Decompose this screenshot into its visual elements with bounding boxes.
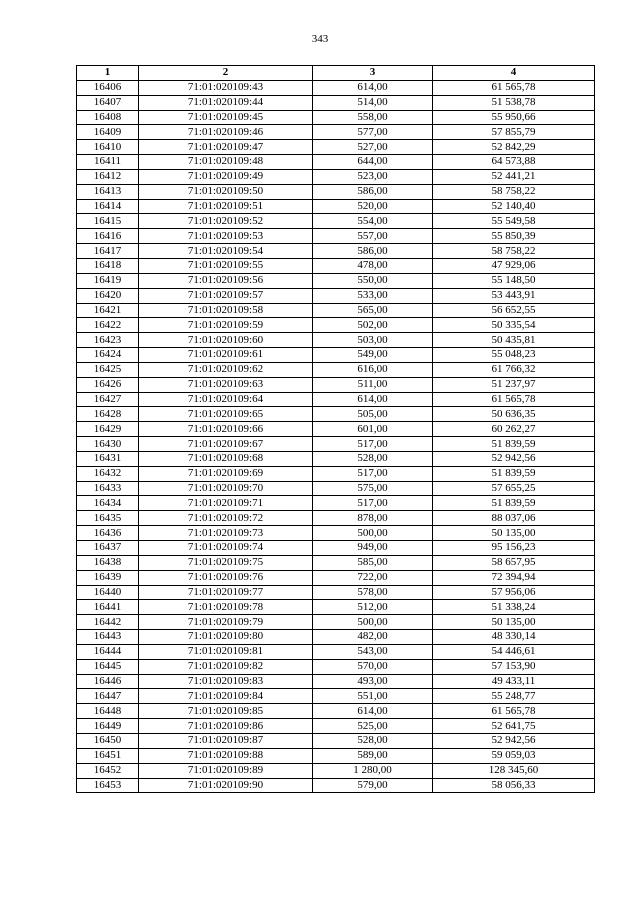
area-cell: 520,00	[313, 199, 433, 214]
row-number-cell: 16432	[77, 466, 139, 481]
cadastral-number-cell: 71:01:020109:79	[139, 615, 313, 630]
row-number-cell: 16422	[77, 318, 139, 333]
row-number-cell: 16408	[77, 110, 139, 125]
area-cell: 557,00	[313, 229, 433, 244]
value-cell: 51 338,24	[433, 600, 595, 615]
value-cell: 61 565,78	[433, 392, 595, 407]
area-cell: 949,00	[313, 541, 433, 556]
value-cell: 57 655,25	[433, 481, 595, 496]
row-number-cell: 16449	[77, 719, 139, 734]
row-number-cell: 16415	[77, 214, 139, 229]
area-cell: 551,00	[313, 689, 433, 704]
area-cell: 1 280,00	[313, 763, 433, 778]
cadastral-number-cell: 71:01:020109:62	[139, 362, 313, 377]
row-number-cell: 16450	[77, 733, 139, 748]
value-cell: 52 441,21	[433, 169, 595, 184]
cadastral-number-cell: 71:01:020109:71	[139, 496, 313, 511]
table-row	[77, 140, 595, 155]
table-row	[77, 392, 595, 407]
value-cell: 55 549,58	[433, 214, 595, 229]
value-cell: 64 573,88	[433, 155, 595, 170]
area-cell: 478,00	[313, 258, 433, 273]
table-row	[77, 496, 595, 511]
value-cell: 58 758,22	[433, 244, 595, 259]
value-cell: 55 950,66	[433, 110, 595, 125]
row-number-cell: 16436	[77, 526, 139, 541]
area-cell: 558,00	[313, 110, 433, 125]
area-cell: 550,00	[313, 273, 433, 288]
area-cell: 500,00	[313, 615, 433, 630]
table-row	[77, 733, 595, 748]
cadastral-number-cell: 71:01:020109:65	[139, 407, 313, 422]
area-cell: 525,00	[313, 719, 433, 734]
cadastral-number-cell: 71:01:020109:84	[139, 689, 313, 704]
cadastral-number-cell: 71:01:020109:90	[139, 778, 313, 793]
area-cell: 517,00	[313, 466, 433, 481]
value-cell: 61 565,78	[433, 704, 595, 719]
table-row	[77, 362, 595, 377]
value-cell: 128 345,60	[433, 763, 595, 778]
cadastral-number-cell: 71:01:020109:72	[139, 511, 313, 526]
table-row	[77, 80, 595, 95]
area-cell: 578,00	[313, 585, 433, 600]
area-cell: 533,00	[313, 288, 433, 303]
cadastral-number-cell: 71:01:020109:48	[139, 155, 313, 170]
area-cell: 570,00	[313, 659, 433, 674]
cadastral-number-cell: 71:01:020109:69	[139, 466, 313, 481]
table-row	[77, 555, 595, 570]
table-row	[77, 704, 595, 719]
value-cell: 55 850,39	[433, 229, 595, 244]
cadastral-number-cell: 71:01:020109:64	[139, 392, 313, 407]
value-cell: 51 839,59	[433, 496, 595, 511]
row-number-cell: 16428	[77, 407, 139, 422]
cadastral-number-cell: 71:01:020109:82	[139, 659, 313, 674]
table-row	[77, 585, 595, 600]
row-number-cell: 16411	[77, 155, 139, 170]
value-cell: 59 059,03	[433, 748, 595, 763]
cadastral-number-cell: 71:01:020109:52	[139, 214, 313, 229]
area-cell: 517,00	[313, 496, 433, 511]
value-cell: 54 446,61	[433, 644, 595, 659]
value-cell: 55 048,23	[433, 348, 595, 363]
area-cell: 579,00	[313, 778, 433, 793]
value-cell: 51 839,59	[433, 466, 595, 481]
area-cell: 511,00	[313, 377, 433, 392]
cadastral-number-cell: 71:01:020109:68	[139, 451, 313, 466]
value-cell: 57 956,06	[433, 585, 595, 600]
table-row	[77, 511, 595, 526]
cadastral-number-cell: 71:01:020109:73	[139, 526, 313, 541]
area-cell: 601,00	[313, 422, 433, 437]
row-number-cell: 16444	[77, 644, 139, 659]
row-number-cell: 16407	[77, 95, 139, 110]
row-number-cell: 16440	[77, 585, 139, 600]
cadastral-number-cell: 71:01:020109:89	[139, 763, 313, 778]
area-cell: 528,00	[313, 733, 433, 748]
table-row	[77, 689, 595, 704]
row-number-cell: 16418	[77, 258, 139, 273]
cadastral-number-cell: 71:01:020109:60	[139, 333, 313, 348]
value-cell: 88 037,06	[433, 511, 595, 526]
table-row	[77, 214, 595, 229]
page-number: 343	[311, 33, 329, 45]
area-cell: 586,00	[313, 184, 433, 199]
table-row	[77, 451, 595, 466]
table-row	[77, 95, 595, 110]
table-row	[77, 258, 595, 273]
table-row	[77, 407, 595, 422]
row-number-cell: 16423	[77, 333, 139, 348]
cadastral-number-cell: 71:01:020109:44	[139, 95, 313, 110]
cadastral-number-cell: 71:01:020109:74	[139, 541, 313, 556]
area-cell: 503,00	[313, 333, 433, 348]
cadastral-number-cell: 71:01:020109:57	[139, 288, 313, 303]
cadastral-number-cell: 71:01:020109:61	[139, 348, 313, 363]
value-cell: 47 929,06	[433, 258, 595, 273]
cadastral-number-cell: 71:01:020109:77	[139, 585, 313, 600]
value-cell: 52 942,56	[433, 733, 595, 748]
area-cell: 577,00	[313, 125, 433, 140]
table-row	[77, 110, 595, 125]
row-number-cell: 16421	[77, 303, 139, 318]
cadastral-number-cell: 71:01:020109:75	[139, 555, 313, 570]
area-cell: 589,00	[313, 748, 433, 763]
table-row	[77, 659, 595, 674]
area-cell: 500,00	[313, 526, 433, 541]
value-cell: 61 565,78	[433, 80, 595, 95]
cadastral-number-cell: 71:01:020109:55	[139, 258, 313, 273]
value-cell: 55 248,77	[433, 689, 595, 704]
value-cell: 50 435,81	[433, 333, 595, 348]
row-number-cell: 16414	[77, 199, 139, 214]
cadastral-number-cell: 71:01:020109:47	[139, 140, 313, 155]
row-number-cell: 16442	[77, 615, 139, 630]
value-cell: 51 839,59	[433, 437, 595, 452]
row-number-cell: 16416	[77, 229, 139, 244]
table-row	[77, 778, 595, 793]
table-row	[77, 184, 595, 199]
cadastral-number-cell: 71:01:020109:45	[139, 110, 313, 125]
table-row	[77, 526, 595, 541]
value-cell: 58 758,22	[433, 184, 595, 199]
row-number-cell: 16431	[77, 451, 139, 466]
header-cell-3: 3	[313, 66, 433, 81]
row-number-cell: 16451	[77, 748, 139, 763]
table-row	[77, 288, 595, 303]
value-cell: 57 855,79	[433, 125, 595, 140]
cadastral-number-cell: 71:01:020109:51	[139, 199, 313, 214]
row-number-cell: 16443	[77, 630, 139, 645]
row-number-cell: 16445	[77, 659, 139, 674]
area-cell: 493,00	[313, 674, 433, 689]
cadastral-number-cell: 71:01:020109:85	[139, 704, 313, 719]
table-row	[77, 570, 595, 585]
row-number-cell: 16419	[77, 273, 139, 288]
cadastral-number-cell: 71:01:020109:58	[139, 303, 313, 318]
table-row	[77, 229, 595, 244]
area-cell: 549,00	[313, 348, 433, 363]
header-cell-2: 2	[139, 66, 313, 81]
area-cell: 614,00	[313, 80, 433, 95]
row-number-cell: 16417	[77, 244, 139, 259]
cadastral-number-cell: 71:01:020109:87	[139, 733, 313, 748]
value-cell: 72 394,94	[433, 570, 595, 585]
value-cell: 60 262,27	[433, 422, 595, 437]
row-number-cell: 16413	[77, 184, 139, 199]
row-number-cell: 16446	[77, 674, 139, 689]
table-row	[77, 333, 595, 348]
registry-table	[76, 65, 595, 793]
area-cell: 517,00	[313, 437, 433, 452]
table-row	[77, 763, 595, 778]
table-row	[77, 125, 595, 140]
cadastral-number-cell: 71:01:020109:80	[139, 630, 313, 645]
cadastral-number-cell: 71:01:020109:76	[139, 570, 313, 585]
row-number-cell: 16425	[77, 362, 139, 377]
table-row	[77, 674, 595, 689]
table-row	[77, 615, 595, 630]
area-cell: 502,00	[313, 318, 433, 333]
cadastral-number-cell: 71:01:020109:43	[139, 80, 313, 95]
value-cell: 52 942,56	[433, 451, 595, 466]
area-cell: 585,00	[313, 555, 433, 570]
cadastral-number-cell: 71:01:020109:78	[139, 600, 313, 615]
area-cell: 523,00	[313, 169, 433, 184]
row-number-cell: 16410	[77, 140, 139, 155]
area-cell: 565,00	[313, 303, 433, 318]
row-number-cell: 16453	[77, 778, 139, 793]
cadastral-number-cell: 71:01:020109:53	[139, 229, 313, 244]
value-cell: 49 433,11	[433, 674, 595, 689]
area-cell: 614,00	[313, 704, 433, 719]
value-cell: 52 641,75	[433, 719, 595, 734]
row-number-cell: 16433	[77, 481, 139, 496]
cadastral-number-cell: 71:01:020109:86	[139, 719, 313, 734]
value-cell: 50 636,35	[433, 407, 595, 422]
cadastral-number-cell: 71:01:020109:46	[139, 125, 313, 140]
row-number-cell: 16430	[77, 437, 139, 452]
cadastral-number-cell: 71:01:020109:59	[139, 318, 313, 333]
row-number-cell: 16434	[77, 496, 139, 511]
area-cell: 505,00	[313, 407, 433, 422]
row-number-cell: 16424	[77, 348, 139, 363]
table-row	[77, 244, 595, 259]
table-row	[77, 377, 595, 392]
table-row	[77, 348, 595, 363]
table-row	[77, 303, 595, 318]
row-number-cell: 16409	[77, 125, 139, 140]
area-cell: 554,00	[313, 214, 433, 229]
table-row	[77, 719, 595, 734]
area-cell: 644,00	[313, 155, 433, 170]
value-cell: 56 652,55	[433, 303, 595, 318]
value-cell: 58 056,33	[433, 778, 595, 793]
area-cell: 722,00	[313, 570, 433, 585]
area-cell: 528,00	[313, 451, 433, 466]
header-cell-1: 1	[77, 66, 139, 81]
cadastral-number-cell: 71:01:020109:56	[139, 273, 313, 288]
table-body	[77, 80, 595, 793]
area-cell: 878,00	[313, 511, 433, 526]
row-number-cell: 16435	[77, 511, 139, 526]
row-number-cell: 16438	[77, 555, 139, 570]
area-cell: 543,00	[313, 644, 433, 659]
cadastral-number-cell: 71:01:020109:66	[139, 422, 313, 437]
value-cell: 55 148,50	[433, 273, 595, 288]
value-cell: 51 538,78	[433, 95, 595, 110]
row-number-cell: 16437	[77, 541, 139, 556]
table-header	[77, 66, 595, 81]
table-row	[77, 155, 595, 170]
cadastral-number-cell: 71:01:020109:54	[139, 244, 313, 259]
header-row	[77, 66, 595, 81]
value-cell: 50 335,54	[433, 318, 595, 333]
row-number-cell: 16429	[77, 422, 139, 437]
row-number-cell: 16406	[77, 80, 139, 95]
row-number-cell: 16412	[77, 169, 139, 184]
value-cell: 52 140,40	[433, 199, 595, 214]
cadastral-number-cell: 71:01:020109:81	[139, 644, 313, 659]
area-cell: 527,00	[313, 140, 433, 155]
value-cell: 61 766,32	[433, 362, 595, 377]
table-row	[77, 630, 595, 645]
area-cell: 575,00	[313, 481, 433, 496]
value-cell: 50 135,00	[433, 526, 595, 541]
header-cell-4: 4	[433, 66, 595, 81]
table-row	[77, 169, 595, 184]
value-cell: 57 153,90	[433, 659, 595, 674]
cadastral-number-cell: 71:01:020109:88	[139, 748, 313, 763]
table-row	[77, 481, 595, 496]
area-cell: 514,00	[313, 95, 433, 110]
value-cell: 95 156,23	[433, 541, 595, 556]
table-row	[77, 318, 595, 333]
table-row	[77, 644, 595, 659]
row-number-cell: 16426	[77, 377, 139, 392]
area-cell: 512,00	[313, 600, 433, 615]
value-cell: 52 842,29	[433, 140, 595, 155]
row-number-cell: 16420	[77, 288, 139, 303]
value-cell: 48 330,14	[433, 630, 595, 645]
value-cell: 50 135,00	[433, 615, 595, 630]
area-cell: 614,00	[313, 392, 433, 407]
row-number-cell: 16447	[77, 689, 139, 704]
table-row	[77, 748, 595, 763]
cadastral-number-cell: 71:01:020109:67	[139, 437, 313, 452]
area-cell: 616,00	[313, 362, 433, 377]
cadastral-number-cell: 71:01:020109:83	[139, 674, 313, 689]
cadastral-number-cell: 71:01:020109:63	[139, 377, 313, 392]
area-cell: 482,00	[313, 630, 433, 645]
table-row	[77, 437, 595, 452]
table-row	[77, 466, 595, 481]
table-row	[77, 600, 595, 615]
table-row	[77, 541, 595, 556]
table-row	[77, 422, 595, 437]
row-number-cell: 16439	[77, 570, 139, 585]
table-row	[77, 273, 595, 288]
value-cell: 51 237,97	[433, 377, 595, 392]
row-number-cell: 16441	[77, 600, 139, 615]
table-row	[77, 199, 595, 214]
cadastral-number-cell: 71:01:020109:70	[139, 481, 313, 496]
row-number-cell: 16452	[77, 763, 139, 778]
value-cell: 58 657,95	[433, 555, 595, 570]
row-number-cell: 16448	[77, 704, 139, 719]
cadastral-number-cell: 71:01:020109:50	[139, 184, 313, 199]
area-cell: 586,00	[313, 244, 433, 259]
cadastral-number-cell: 71:01:020109:49	[139, 169, 313, 184]
value-cell: 53 443,91	[433, 288, 595, 303]
row-number-cell: 16427	[77, 392, 139, 407]
